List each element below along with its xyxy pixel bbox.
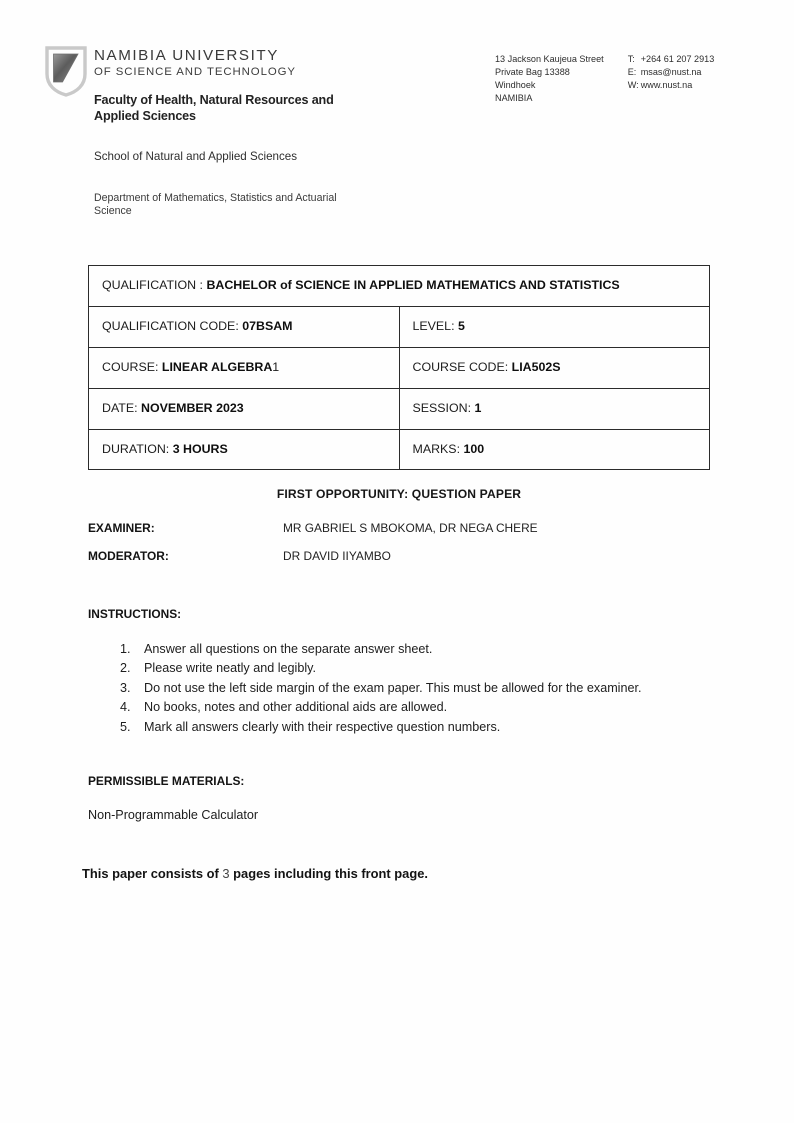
list-item: No books, notes and other additional aids are allowed. [144,700,448,715]
postal-address [495,53,604,105]
course-code-value: LIA502S [511,359,561,374]
telephone-value: +264 61 207 2913 [640,54,715,64]
course-value-suffix: 1 [272,359,280,374]
qualification-code-value: 07BSAM [242,318,293,333]
exam-info-table [88,265,710,470]
institution-name-line1: NAMIBIA UNIVERSITY [94,47,279,64]
duration-label: DURATION: [102,441,170,456]
contact-block [495,53,714,105]
nust-shield-logo-icon [42,44,90,98]
address-line-4: NAMIBIA [495,92,533,103]
page-count-suffix: pages including this front page. [229,866,428,881]
qualification-code-cell [89,306,400,347]
date-value: NOVEMBER 2023 [141,400,244,415]
course-code-cell [399,347,710,388]
level-label: LEVEL: [412,318,455,333]
instructions-list [88,640,720,737]
qualification-label: QUALIFICATION : [102,278,203,292]
website-line [628,79,715,92]
page-count-prefix: This paper consists of [82,866,223,881]
level-value: 5 [457,318,465,333]
date-cell [89,388,400,429]
page-count-number: 3 [222,866,230,881]
table-row-date [89,388,710,429]
list-item: Mark all answers clearly with their respective question numbers. [144,719,501,734]
course-label: COURSE: [102,359,159,374]
email-label: E: [627,66,637,77]
page-count-note [82,866,428,881]
duration-cell [89,429,400,470]
course-value: LINEAR ALGEBRA [161,359,273,374]
school-name: School of Natural and Applied Sciences [94,150,298,163]
moderator-value: DR DAVID IIYAMBO [283,549,391,563]
list-item: Answer all questions on the separate answer sheet. [144,642,433,656]
address-line-2: Private Bag 13388 [495,66,570,77]
marks-label: MARKS: [412,441,461,456]
permissible-materials-value: Non-Programmable Calculator [88,808,259,822]
session-value: 1 [474,400,482,415]
examiner-label: EXAMINER: [88,521,155,535]
telephone-label: T: [627,54,635,64]
moderator-label: MODERATOR: [88,549,169,563]
faculty-name: Faculty of Health, Natural Resources and Applied Sciences [94,93,334,124]
qualification-code-label: QUALIFICATION CODE: [102,318,239,333]
email-line [628,66,715,79]
website-label: W: [627,79,639,90]
institution-name [94,47,424,80]
course-cell [89,347,400,388]
personnel-block [88,521,710,577]
contact-channels [628,53,715,105]
qualification-cell [89,266,710,307]
permissible-materials-heading: PERMISSIBLE MATERIALS: [88,774,245,788]
institution-name-line2: OF SCIENCE AND TECHNOLOGY [94,66,296,79]
department-name: Department of Mathematics, Statistics and Actuarial Science [94,192,337,218]
telephone-line [628,53,715,66]
list-item: Please write neatly and legibly. [144,661,316,676]
duration-value: 3 HOURS [172,441,228,456]
address-line-3: Windhoek [495,79,536,90]
table-row-duration [89,429,710,470]
opportunity-heading: FIRST OPPORTUNITY: QUESTION PAPER [276,487,522,501]
address-line-1: 13 Jackson Kaujeua Street [495,54,604,64]
date-label: DATE: [102,400,138,415]
table-row-qualification [89,266,710,307]
marks-value: 100 [463,441,485,456]
session-cell [399,388,710,429]
level-cell [399,306,710,347]
session-label: SESSION: [412,400,472,415]
marks-cell [399,429,710,470]
course-code-label: COURSE CODE: [412,359,509,374]
table-row-course [89,347,710,388]
qualification-value: BACHELOR of SCIENCE IN APPLIED MATHEMATICS AND STATISTICS [206,278,620,292]
list-item: Do not use the left side margin of the exam paper. This must be allowed for the examiner. [144,680,642,695]
letterhead [40,42,754,222]
moderator-row [88,549,710,563]
website-value: www.nust.na [640,79,693,90]
table-row-qualification-code [89,306,710,347]
email-value: msas@nust.na [640,66,702,77]
examiner-value: MR GABRIEL S MBOKOMA, DR NEGA CHERE [283,521,538,535]
instructions-heading: INSTRUCTIONS: [88,607,182,621]
examiner-row [88,521,710,535]
